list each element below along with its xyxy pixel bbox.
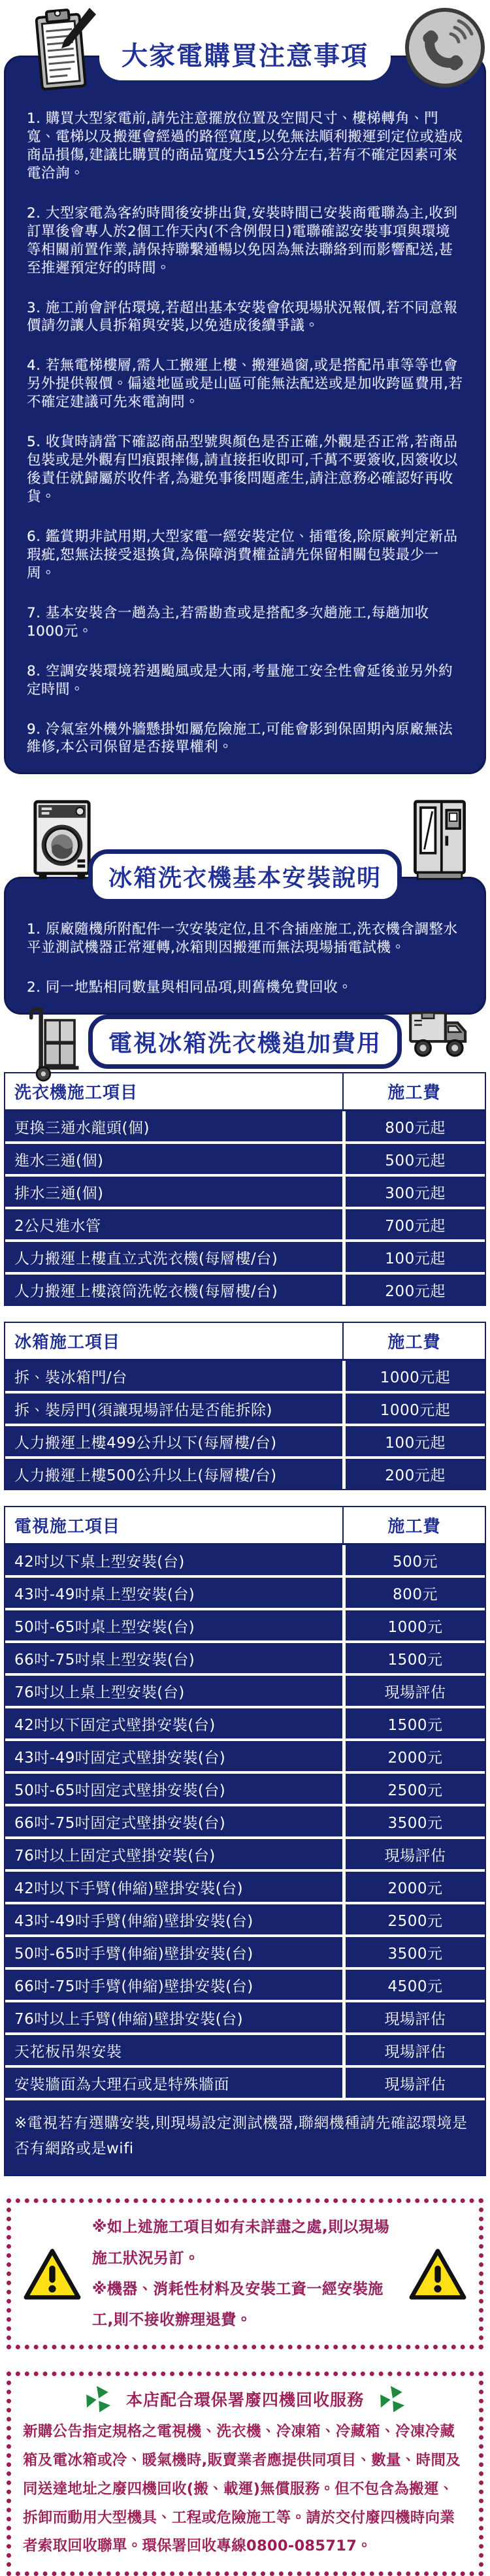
notice-title: 大家電購買注意事項	[99, 27, 391, 80]
fee-value: 500元起	[342, 1144, 485, 1177]
fee-value: 300元起	[342, 1177, 485, 1209]
fee-item-label: 拆、裝冰箱門/台	[5, 1361, 342, 1394]
fee-item-label: 人力搬運上樓直立式洗衣機(每層樓/台)	[5, 1242, 342, 1275]
text-item: 2. 大型家電為客約時間後安排出貨,安裝時間已安裝商電聯為主,收到訂單後會專人於2個工作天內(不含例假日)電聯確認安裝事項與環境等相關前置作業,請保持聯繫通暢以免因為無法聯絡到而影響配送,甚至推遲預定好的時間。	[27, 204, 458, 276]
fee-item-label: 42吋以下桌上型安裝(台)	[5, 1545, 342, 1578]
fee-value: 現場評估	[342, 2068, 485, 2098]
fee-item-label: 拆、裝房門(須讓現場評估是否能拆除)	[5, 1394, 342, 1426]
fee-row	[5, 1741, 485, 1774]
fee-item-label: 更換三通水龍頭(個)	[5, 1111, 342, 1144]
fee-value: 1500元	[342, 1708, 485, 1741]
text-item: 1. 原廠隨機所附配件一次安裝定位,且不含插座施工,洗衣機含調整水平並測試機器正常運轉,冰箱則因搬運而無法現場插電試機。	[27, 921, 458, 956]
column-header: 施工費	[342, 1073, 485, 1111]
fee-row	[5, 1242, 485, 1275]
table-footnote: ※電視若有選購安裝,則現場設定測試機器,聯網機種請先確認環境是否有網路或是wifi	[5, 2098, 485, 2175]
fee-value: 100元起	[342, 1242, 485, 1275]
fee-row	[5, 1177, 485, 1209]
fee-row	[5, 1361, 485, 1394]
fee-value: 800元起	[342, 1111, 485, 1144]
column-header: 洗衣機施工項目	[5, 1073, 342, 1111]
fee-item-label: 人力搬運上樓499公升以下(每層樓/台)	[5, 1426, 342, 1459]
fee-item-label: 安裝牆面為大理石或是特殊牆面	[5, 2068, 342, 2098]
fee-row	[5, 1394, 485, 1426]
fee-item-label: 天花板吊架安裝	[5, 2035, 342, 2068]
refrigerator-icon	[409, 798, 470, 884]
text-item: ※機器、消耗性材料及安裝工資一經安裝施工,則不接收辦理退費。	[92, 2280, 384, 2328]
fee-row	[5, 1545, 485, 1578]
fee-item-label: 43吋-49吋手臂(伸縮)壁掛安裝(台)	[5, 1904, 342, 1937]
fee-row	[5, 1708, 485, 1741]
fee-value: 4500元	[342, 1970, 485, 2002]
text-item: 7. 基本安裝含一趟為主,若需勘查或是搭配多次趟施工,每趟加收1000元。	[27, 604, 429, 640]
notice-panel	[4, 56, 486, 774]
fee-item-label: 42吋以下固定式壁掛安裝(台)	[5, 1708, 342, 1741]
text-item: 9. 冷氣室外機外牆懸掛如屬危險施工,可能會影到保固期內原廠無法維修,本公司保留是否接單權利。	[27, 721, 453, 756]
column-header: 施工費	[342, 1507, 485, 1545]
recycle-icon	[377, 2384, 407, 2414]
fee-row	[5, 1209, 485, 1242]
tv-fee-table	[4, 1506, 486, 2176]
extra-fees-title: 電視冰箱洗衣機追加費用	[88, 1015, 402, 1069]
fee-value: 200元起	[342, 1275, 485, 1305]
text-item: 4. 若無電梯樓層,需人工搬運上樓、搬運過窗,或是搭配吊車等等也會另外提供報價。偏遠地區或是山區可能無法配送或是加收跨區費用,若不確定建議可先來電詢問。	[27, 357, 463, 411]
fee-value: 2500元	[342, 1904, 485, 1937]
warning-box	[7, 2198, 483, 2349]
handtruck-boxes-icon	[29, 1005, 84, 1083]
fee-value: 200元起	[342, 1459, 485, 1489]
text-item: 1. 購買大型家電前,請先注意擺放位置及空間尺寸、樓梯轉角、門寬、電梯以及搬運會經過的路徑寬度,以免無法順利搬運到定位或造成商品損傷,建議比購買的商品寬度大15公分左右,若有不確定因素可來電洽詢。	[27, 110, 463, 182]
fee-row	[5, 1275, 485, 1305]
fee-value: 現場評估	[342, 1839, 485, 1872]
fee-value: 3500元	[342, 1937, 485, 1970]
fee-row	[5, 1610, 485, 1643]
fee-row	[5, 1774, 485, 1806]
fee-value: 1500元	[342, 1643, 485, 1676]
fee-row	[5, 2068, 485, 2098]
fee-item-label: 66吋-75吋桌上型安裝(台)	[5, 1643, 342, 1676]
warning-text	[92, 2212, 398, 2336]
recycle-icon	[83, 2384, 113, 2414]
section-basic-install	[0, 774, 490, 1015]
fee-row	[5, 1937, 485, 1970]
fee-value: 800元	[342, 1578, 485, 1610]
fee-value: 2000元	[342, 1741, 485, 1774]
delivery-truck-icon	[408, 1009, 469, 1060]
basic-install-title: 冰箱洗衣機基本安裝說明	[88, 849, 402, 904]
fee-value: 1000元	[342, 1610, 485, 1643]
fee-value: 1000元起	[342, 1361, 485, 1394]
fee-item-label: 42吋以下手臂(伸縮)壁掛安裝(台)	[5, 1872, 342, 1904]
phone-call-icon	[404, 7, 486, 89]
fee-value: 2500元	[342, 1774, 485, 1806]
fee-item-label: 50吋-65吋手臂(伸縮)壁掛安裝(台)	[5, 1937, 342, 1970]
warning-triangle-icon	[407, 2246, 468, 2302]
fee-value: 500元	[342, 1545, 485, 1578]
washer-fee-table	[4, 1072, 486, 1306]
text-item: 3. 施工前會評估環境,若超出基本安裝會依現場狀況報價,若不同意報價請勿讓人員拆箱與安裝,以免造成後續爭議。	[27, 299, 458, 334]
fee-row	[5, 1426, 485, 1459]
clipboard-pen-icon	[26, 5, 98, 97]
fee-item-label: 76吋以上手臂(伸縮)壁掛安裝(台)	[5, 2002, 342, 2035]
fee-value: 3500元	[342, 1806, 485, 1839]
fee-item-label: 排水三通(個)	[5, 1177, 342, 1209]
fee-row	[5, 1806, 485, 1839]
fee-row	[5, 1578, 485, 1610]
fee-item-label: 人力搬運上樓500公升以上(每層樓/台)	[5, 1459, 342, 1489]
fee-item-label: 43吋-49吋桌上型安裝(台)	[5, 1578, 342, 1610]
fee-value: 1000元起	[342, 1394, 485, 1426]
fee-value: 2000元	[342, 1872, 485, 1904]
washing-machine-icon	[30, 798, 94, 883]
recycle-body: 新購公告指定規格之電視機、洗衣機、冷凍箱、冷藏箱、冷凍冷藏箱及電冰箱或冷、暖氣機時,販賣業者應提供同項目、數量、時間及同送達地址之廢四機回收(搬、載運)無償服務。但不包含為搬運、拆卸而動用大型機具、工程或危險施工等。請於交付廢四機時向業者索取回收聯單。環保署回收專線0800-085717。	[23, 2422, 461, 2555]
fee-row	[5, 2035, 485, 2068]
section-notice	[0, 0, 490, 774]
recycle-title: 本店配合環保署廢四機回收服務	[125, 2390, 364, 2409]
fee-row	[5, 1839, 485, 1872]
text-item: 2. 同一地點相同數量與相同品項,則舊機免費回收。	[27, 979, 353, 996]
fee-value: 100元起	[342, 1426, 485, 1459]
recycle-title-row	[23, 2384, 467, 2414]
fee-row	[5, 1872, 485, 1904]
warning-triangle-icon	[22, 2246, 83, 2302]
fridge-fee-table	[4, 1322, 486, 1490]
fee-item-label: 76吋以上固定式壁掛安裝(台)	[5, 1839, 342, 1872]
text-item: ※如上述施工項目如有未詳盡之處,則以現場施工狀況另訂。	[92, 2219, 390, 2267]
fee-row	[5, 1970, 485, 2002]
text-item: 5. 收貨時請當下確認商品型號與顏色是否正確,外觀是否正常,若商品包裝或是外觀有凹痕跟摔傷,請直接拒收即可,千萬不要簽收,因簽收以後責任就歸屬於收件者,為避免事後問題產生,請注意務必確認好再收貨。	[27, 434, 459, 505]
fee-row	[5, 1904, 485, 1937]
fee-row	[5, 1676, 485, 1708]
fee-row	[5, 1111, 485, 1144]
column-header: 施工費	[342, 1323, 485, 1361]
section-extra-fees	[0, 1015, 490, 2176]
column-header: 電視施工項目	[5, 1507, 342, 1545]
fee-item-label: 43吋-49吋固定式壁掛安裝(台)	[5, 1741, 342, 1774]
recycle-box	[7, 2372, 483, 2576]
fee-item-label: 76吋以上桌上型安裝(台)	[5, 1676, 342, 1708]
fee-row	[5, 1144, 485, 1177]
fee-value: 現場評估	[342, 2002, 485, 2035]
fee-item-label: 66吋-75吋手臂(伸縮)壁掛安裝(台)	[5, 1970, 342, 2002]
text-item: 8. 空調安裝環境若遇颱風或是大雨,考量施工安全性會延後並另外約定時間。	[27, 662, 453, 698]
fee-row	[5, 1459, 485, 1489]
fee-value: 現場評估	[342, 1676, 485, 1708]
fee-item-label: 人力搬運上樓滾筒洗乾衣機(每層樓/台)	[5, 1275, 342, 1305]
fee-item-label: 50吋-65吋固定式壁掛安裝(台)	[5, 1774, 342, 1806]
fee-row	[5, 2002, 485, 2035]
column-header: 冰箱施工項目	[5, 1323, 342, 1361]
fee-item-label: 2公尺進水管	[5, 1209, 342, 1242]
fee-item-label: 進水三通(個)	[5, 1144, 342, 1177]
fee-item-label: 66吋-75吋固定式壁掛安裝(台)	[5, 1806, 342, 1839]
text-item: 6. 鑑賞期非試用期,大型家電一經安裝定位、插電後,除原廠判定新品瑕疵,恕無法接受退換貨,為保障消費權益請先保留相關包裝最少一周。	[27, 528, 458, 581]
fee-value: 現場評估	[342, 2035, 485, 2068]
fee-row	[5, 1643, 485, 1676]
fee-value: 700元起	[342, 1209, 485, 1242]
fee-item-label: 50吋-65吋桌上型安裝(台)	[5, 1610, 342, 1643]
